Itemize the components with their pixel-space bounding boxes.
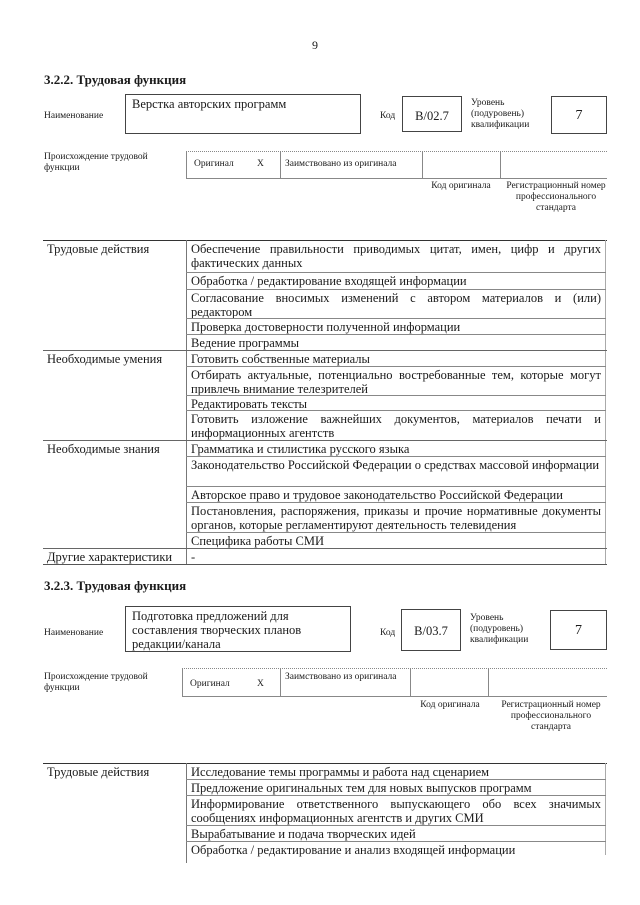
original-label-323: Оригинал bbox=[190, 679, 230, 689]
name-value-322 bbox=[125, 94, 361, 134]
level-value-text-323: 7 bbox=[575, 623, 582, 638]
code-label-323: Код bbox=[380, 628, 396, 638]
row-separator bbox=[43, 350, 607, 351]
code-value-text-322: B/02.7 bbox=[415, 109, 449, 123]
item-322-0-1: Обработка / редактирование входящей информации bbox=[191, 274, 467, 288]
code-original-label-322: Код оригинала bbox=[431, 181, 491, 191]
origin-divider-322-b bbox=[280, 151, 281, 178]
item-323-0-2: Информирование ответственного выпускающего обо всех значимых сообщениях информационных агентств и других СМИ bbox=[191, 797, 601, 825]
item-322-3-0: - bbox=[191, 550, 196, 564]
item-separator bbox=[186, 456, 606, 457]
row-separator bbox=[43, 548, 607, 549]
origin-divider-323-a bbox=[182, 668, 183, 696]
item-separator bbox=[186, 795, 606, 796]
original-x-mark-322: X bbox=[257, 159, 264, 169]
item-323-0-4: Обработка / редактирование и анализ входящей информации bbox=[191, 843, 516, 857]
table-323-top-border bbox=[43, 763, 607, 764]
item-322-2-1: Законодательство Российской Федерации о средствах массовой информации bbox=[191, 458, 600, 472]
item-separator bbox=[186, 502, 606, 503]
borrowed-label-323: Заимствовано из оригинала bbox=[285, 672, 397, 682]
item-322-1-2: Редактировать тексты bbox=[191, 397, 308, 411]
item-separator bbox=[186, 318, 606, 319]
origin-divider-323-c bbox=[410, 668, 411, 696]
origin-divider-323-b bbox=[280, 668, 281, 696]
level-value-text-322: 7 bbox=[575, 108, 583, 123]
item-322-1-3: Готовить изложение важнейших документов, материалов печати и информационных агентств bbox=[191, 412, 601, 440]
reg-number-label-323: Регистрационный номер профессионального стандарта bbox=[501, 700, 601, 732]
section-heading-322: 3.2.2. Трудовая функция bbox=[44, 72, 187, 87]
origin-bottom-line-323 bbox=[182, 696, 607, 697]
original-x-mark-323: X bbox=[257, 679, 264, 689]
level-value-322 bbox=[551, 96, 607, 134]
reg-number-label-322: Регистрационный номер профессионального стандарта bbox=[506, 181, 606, 213]
item-separator bbox=[186, 841, 606, 842]
name-value-text-323: Подготовка предложений для составления творческих планов редакции/канала bbox=[132, 609, 302, 651]
origin-divider-322-a bbox=[186, 151, 187, 178]
code-value-322 bbox=[402, 96, 462, 132]
row-label-work-actions-323: Трудовые действия bbox=[47, 765, 150, 779]
table-322-top-border bbox=[43, 240, 607, 241]
item-separator bbox=[186, 486, 606, 487]
item-322-2-4: Специфика работы СМИ bbox=[191, 534, 325, 548]
table-322-bottom-border bbox=[43, 564, 607, 565]
name-value-text-322: Верстка авторских программ bbox=[132, 97, 287, 111]
row-label-skills-322: Необходимые умения bbox=[47, 352, 163, 366]
item-323-0-3: Вырабатывание и подача творческих идей bbox=[191, 827, 416, 841]
row-label-knowledge-322: Необходимые знания bbox=[47, 442, 160, 456]
row-label-other-322: Другие характеристики bbox=[47, 550, 173, 564]
code-label-322: Код bbox=[380, 111, 396, 121]
origin-top-line-322 bbox=[186, 151, 607, 152]
name-label-323: Наименование bbox=[44, 628, 104, 638]
section-heading-323: 3.2.3. Трудовая функция bbox=[44, 578, 187, 593]
item-322-0-0: Обеспечение правильности приводимых цитат, имен, цифр и других фактических данных bbox=[191, 242, 601, 270]
item-322-2-2: Авторское право и трудовое законодательство Российской Федерации bbox=[191, 488, 563, 502]
origin-divider-322-d bbox=[500, 151, 501, 178]
item-322-2-0: Грамматика и стилистика русского языка bbox=[191, 442, 410, 456]
origin-divider-322-c bbox=[422, 151, 423, 178]
item-separator bbox=[186, 825, 606, 826]
item-322-1-1: Отбирать актуальные, потенциально востребованные тем, которые могут привлечь внимание телезрителей bbox=[191, 368, 601, 396]
code-value-323 bbox=[401, 609, 461, 651]
page-number: 9 bbox=[312, 38, 318, 52]
origin-top-line-323 bbox=[182, 668, 607, 669]
item-separator bbox=[186, 334, 606, 335]
level-label-323: Уровень (подуровень) квалификации bbox=[470, 613, 529, 645]
item-323-0-0: Исследование темы программы и работа над сценарием bbox=[191, 765, 490, 779]
item-separator bbox=[186, 779, 606, 780]
item-322-0-3: Проверка достоверности полученной информации bbox=[191, 320, 461, 334]
item-separator bbox=[186, 410, 606, 411]
borrowed-label-322: Заимствовано из оригинала bbox=[285, 159, 397, 169]
code-value-text-323: B/03.7 bbox=[414, 624, 448, 638]
name-value-323 bbox=[125, 606, 351, 652]
item-separator bbox=[186, 272, 606, 273]
code-original-label-323: Код оригинала bbox=[420, 700, 480, 710]
item-separator bbox=[186, 289, 606, 290]
item-separator bbox=[186, 366, 606, 367]
item-322-0-2: Согласование вносимых изменений с автором материалов и (или) редактором bbox=[191, 291, 601, 319]
item-322-0-4: Ведение программы bbox=[191, 336, 300, 350]
origin-label-323: Происхождение трудовой функции bbox=[44, 672, 148, 693]
table-323-column-divider bbox=[186, 763, 187, 863]
name-label-322: Наименование bbox=[44, 111, 104, 121]
item-322-1-0: Готовить собственные материалы bbox=[191, 352, 370, 366]
level-label-322: Уровень (подуровень) квалификации bbox=[471, 98, 530, 130]
item-separator bbox=[186, 532, 606, 533]
origin-bottom-line-322 bbox=[186, 178, 607, 179]
original-label-322: Оригинал bbox=[194, 159, 234, 169]
level-value-323 bbox=[550, 610, 607, 650]
row-separator bbox=[43, 440, 607, 441]
origin-label-322: Происхождение трудовой функции bbox=[44, 152, 148, 173]
item-323-0-1: Предложение оригинальных тем для новых выпусков программ bbox=[191, 781, 532, 795]
row-label-work-actions-322: Трудовые действия bbox=[47, 242, 150, 256]
origin-divider-323-d bbox=[488, 668, 489, 696]
item-separator bbox=[186, 395, 606, 396]
item-322-2-3: Постановления, распоряжения, приказы и прочие нормативные документы органов, которые регламентируют деятельность телевидения bbox=[191, 504, 601, 532]
